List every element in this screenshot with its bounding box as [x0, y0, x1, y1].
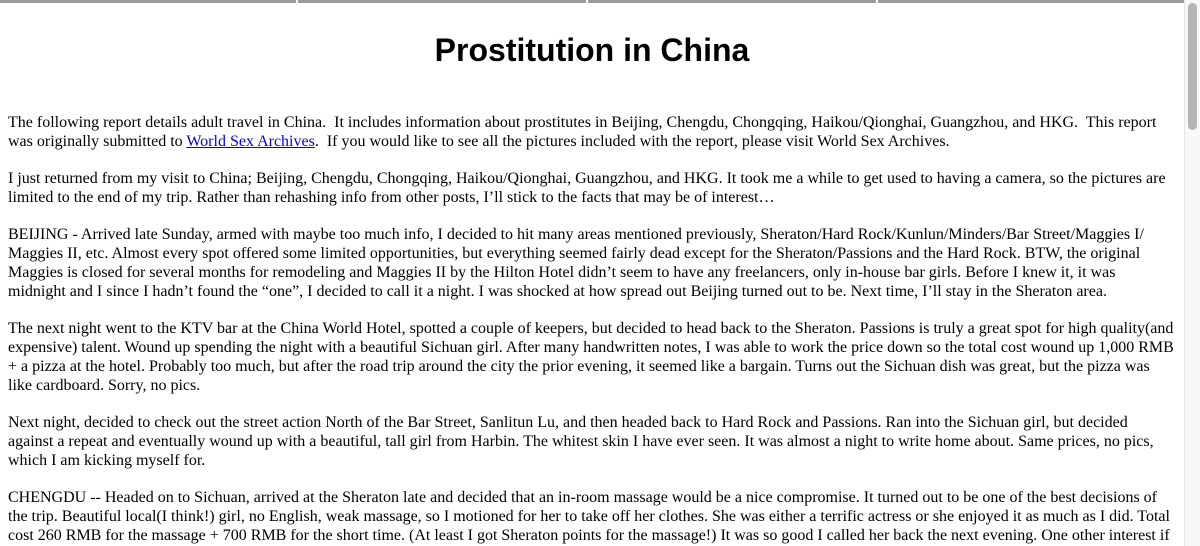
paragraph-chengdu: CHENGDU -- Headed on to Sichuan, arrived at the Sheraton late and decided that an in-room massage would be a nice compromise. It turned out to be one of the best decisions of the trip. Beautiful local(I think!) girl, no English, weak massage, so I motioned for her to take off her clothes. She was either a terrific actress or she enjoyed it as much as I did. Total cost 260 RMB for the massage + 700 RMB for the short time. (At least I got Sheraton points for the massage!) It was so good I called her back the next evening. One other interest if [8, 489, 1174, 544]
intro-text-after-link: . If you would like to see all the pictures included with the report, please visit World Sex Archives. [314, 133, 950, 150]
scrollbar-thumb[interactable] [1188, 3, 1197, 130]
paragraph-beijing: BEIJING - Arrived late Sunday, armed with maybe too much info, I decided to hit many areas mentioned previously, Sheraton/Hard Rock/Kunlun/Minders/Bar Street/Maggies I/ Maggies II, etc. Almost every spot offered some limited opportunities, but everything seemed fairly dead except for the Sheraton/Passions and the Hard Rock. BTW, the original Maggies is closed for several months for remodeling and Maggies II by the Hilton Hotel didn’t seem to have any freelancers, only in-house bar girls. Before I knew it, it was midnight and I since I hadn’t found the “one”, I decided to call it a night. I was shocked at how spread out Beijing turned out to be. Next time, I’ll stay in the Sheraton area. [8, 226, 1148, 300]
intro-paragraph [8, 113, 1176, 151]
intro-text-before-link: The following report details adult travel in China. It includes information about prostitutes in Beijing, Chengdu, Chongqing, Haikou/Qionghai, Guangzhou, and HKG. This report was originally submitted to [8, 114, 1161, 150]
world-sex-archives-link[interactable]: World Sex Archives [186, 133, 315, 150]
page-title: Prostitution in China [434, 32, 750, 68]
paragraph-ktv-bar: The next night went to the KTV bar at the China World Hotel, spotted a couple of keepers, but decided to head back to the Sheraton. Passions is truly a great spot for high quality(and expensive) talent. Wound up spending the night with a beautiful Sichuan girl. After many handwritten notes, I was able to work the price down so the total cost wound up 1,000 RMB + a pizza at the hotel. Probably too much, but after the road trip around the city the prior evening, it seemed like a bargain. Turns out the Sichuan dish was great, but the pizza was like cardboard. Sorry, no pics. [8, 320, 1178, 394]
document-body [0, 3, 1184, 546]
scrollbar[interactable] [1184, 0, 1200, 546]
paragraph-trip-summary: I just returned from my visit to China; Beijing, Chengdu, Chongqing, Haikou/Qionghai, Guangzhou, and HKG. It took me a while to get used to having a camera, so the pictures are limited to the end of my trip. Rather than rehashing info from other posts, I’ll stick to the facts that may be of interest… [8, 170, 1170, 206]
paragraph-next-night: Next night, decided to check out the street action North of the Bar Street, Sanlitun Lu, and then headed back to Hard Rock and Passions. Ran into the Sichuan girl, but decided against a repeat and eventually wound up with a beautiful, tall girl from Harbin. The whitest skin I have ever seen. It was almost a night to write home about. Same prices, no pics, which I am kicking myself for. [8, 414, 1158, 469]
